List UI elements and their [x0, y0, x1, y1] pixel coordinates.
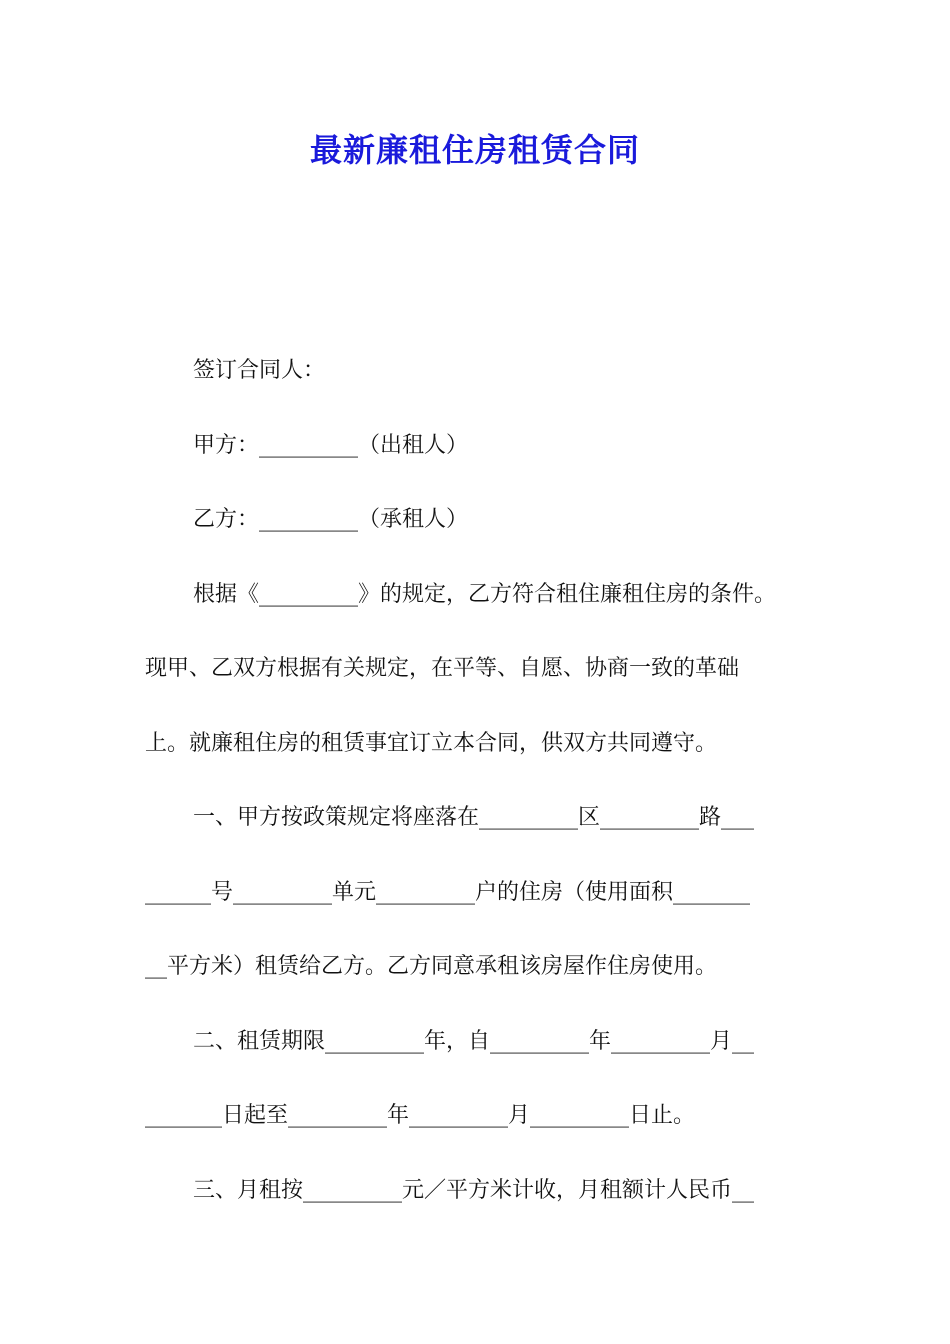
line-basis-2: 现甲、乙双方根据有关规定，在平等、自愿、协商一致的革础	[145, 656, 740, 681]
line-clause-2-b: _______日起至_________年_________月_________日止。	[145, 1103, 696, 1128]
line-party-b: 乙方：_________（承租人）	[193, 507, 469, 532]
line-party-a: 甲方：_________（出租人）	[193, 432, 469, 458]
line-clause-1-c: __平方米）租赁给乙方。乙方同意承租该房屋作住房使用。	[145, 954, 718, 979]
line-basis-1: 根据《_________》的规定，乙方符合租住廉租住房的条件。	[193, 581, 777, 607]
line-signatories: 签订合同人：	[193, 358, 326, 383]
line-clause-3-a: 三、月租按_________元／平方米计收，月租额计人民币__	[193, 1177, 755, 1203]
line-clause-1-b: ______号_________单元_________户的住房（使用面积_______	[145, 879, 751, 905]
line-clause-2-a: 二、租赁期限_________年，自_________年_________月__	[193, 1028, 755, 1054]
contract-body	[145, 334, 825, 1228]
line-clause-1-a: 一、甲方按政策规定将座落在_________区_________路___	[193, 805, 755, 830]
document-title: 最新廉租住房租赁合同	[309, 131, 640, 169]
line-basis-3: 上。就廉租住房的租赁事宜订立本合同，供双方共同遵守。	[145, 730, 718, 756]
